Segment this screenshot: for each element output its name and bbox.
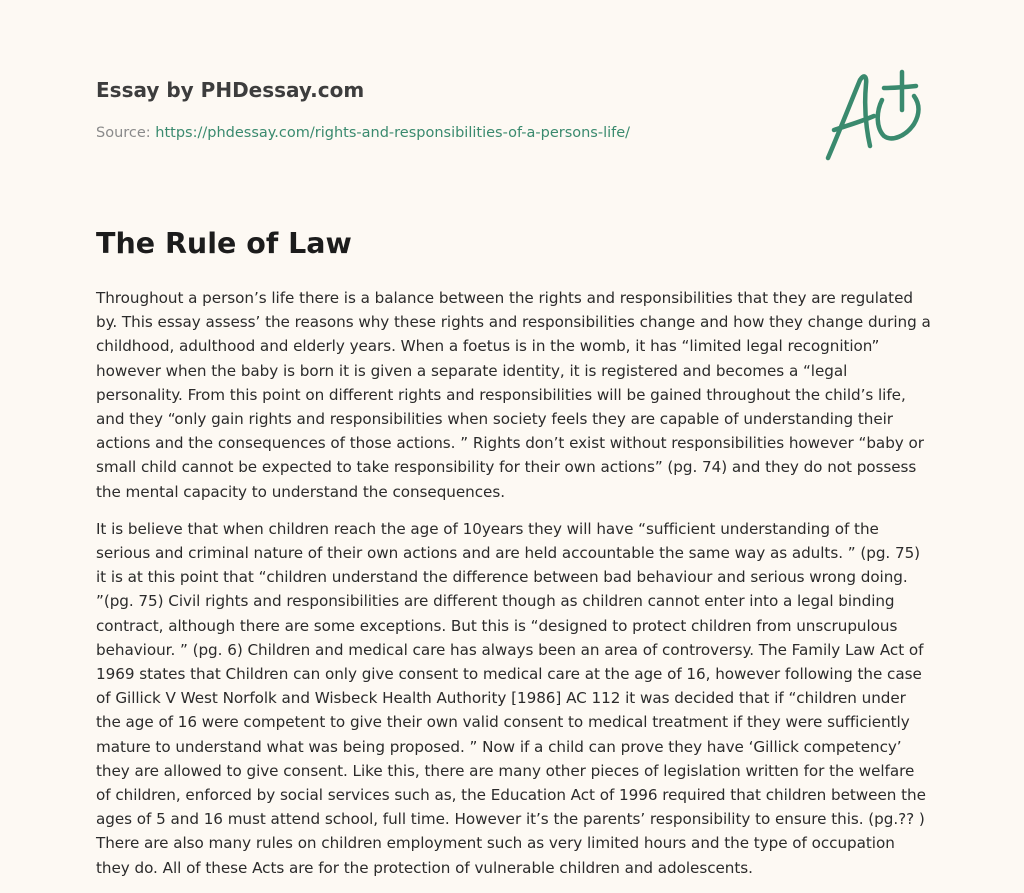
a-plus-grade-icon bbox=[822, 66, 930, 166]
source-link[interactable]: https://phdessay.com/rights-and-responsibilities-of-a-persons-life/ bbox=[155, 125, 631, 141]
source-label: Source: bbox=[96, 125, 151, 141]
essay-paragraph: Throughout a person’s life there is a balance between the rights and responsibilities that they are regulated by. This essay assess’ the reasons why these rights and responsibilities change and how they change during a childhood, adulthood and elderly years. When a foetus is in the womb, it has “limited legal recognition” however when the baby is born it is given a separate identity, it is registered and becomes a “legal personality. From this point on different rights and responsibilities will be gained throughout the child’s life, and they “only gain rights and responsibilities when society feels they are capable of understanding their actions and the consequences of those actions. ” Rights don’t exist without responsibilities however “baby or small child cannot be expected to take responsibility for their own actions” (pg. 74) and they do not possess the mental capacity to understand the consequences. bbox=[96, 289, 931, 501]
brand-title: Essay by PHDessay.com bbox=[96, 78, 365, 102]
page-header bbox=[96, 76, 796, 143]
essay-body bbox=[96, 286, 932, 893]
page-title: The Rule of Law bbox=[96, 227, 352, 260]
essay-paragraph: It is believe that when children reach the age of 10years they will have “sufficient understanding of the serious and criminal nature of their own actions and are held accountable the same way as adults. ” (pg. 75) it is at this point that “children understand the difference between bad behaviour and serious wrong doing. ”(pg. 75) Civil rights and responsibilities are different though as children cannot enter into a legal binding contract, although there are some exceptions. But this is “designed to protect children from unscrupulous behaviour. ” (pg. 6) Children and medical care has always been an area of controversy. The Family Law Act of 1969 states that Children can only give consent to medical care at the age of 16, however following the case of Gillick V West Norfolk and Wisbeck Health Authority [1986] AC 112 it was decided that if “children under the age of 16 were competent to give their own valid consent to medical treatment if they were sufficiently mature to understand what was being proposed. ” Now if a child can prove they have ‘Gillick competency’ they are allowed to give consent. Like this, there are many other pieces of legislation written for the welfare of children, enforced by social services such as, the Education Act of 1996 required that children between the ages of 5 and 16 must attend school, full time. However it’s the parents’ responsibility to ensure this. (pg.?? ) There are also many rules on children employment such as very limited hours and the type of occupation they do. All of these Acts are for the protection of vulnerable children and adolescents. bbox=[96, 519, 926, 877]
source-line bbox=[96, 123, 796, 143]
